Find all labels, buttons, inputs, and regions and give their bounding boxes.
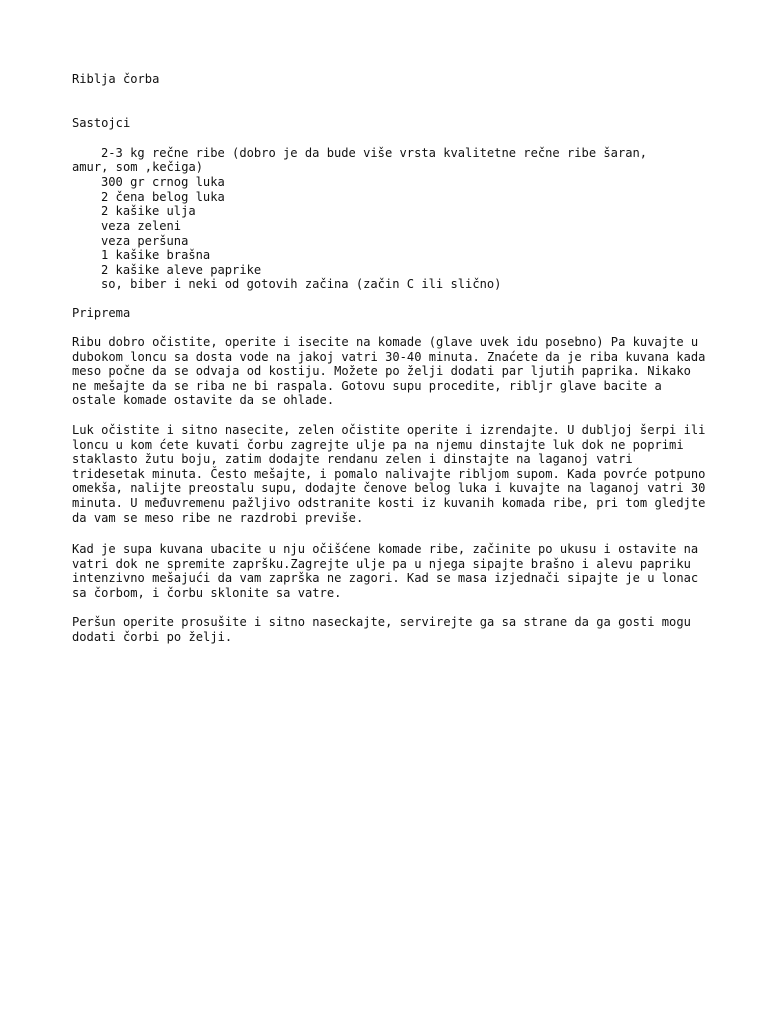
- ingredient-item: 2 čena belog luka: [101, 190, 225, 204]
- ingredient-item: 2 kašike ulja: [101, 204, 196, 218]
- ingredient-item: so, biber i neki od gotovih začina (začin C ili slično): [101, 277, 502, 291]
- ingredients-heading: Sastojci: [72, 116, 131, 130]
- ingredient-item: veza zeleni: [101, 219, 182, 233]
- preparation-paragraph: Kad je supa kuvana ubacite u nju očišćene komade ribe, začinite po ukusu i ostavite na vatri dok ne spremite zapršku.Zagrejte ulje pa u njega sipajte brašno i alevu papriku intenzivno mešajući da vam zaprška ne zagori. Kad se masa izjednači sipajte je u lonac sa čorbom, i čorbu sklonite sa vatre.: [72, 542, 699, 600]
- document-title: Riblja čorba: [72, 72, 160, 86]
- ingredient-item: veza peršuna: [101, 234, 189, 248]
- preparation-paragraph: Peršun operite prosušite i sitno naseckajte, servirejte ga sa strane da ga gosti mogu dodati čorbi po želji.: [72, 615, 691, 644]
- ingredient-item: 1 kašike brašna: [101, 248, 211, 262]
- ingredient-item: 2 kašike aleve paprike: [101, 263, 262, 277]
- ingredient-item: 300 gr crnog luka: [101, 175, 225, 189]
- ingredient-item-continuation: amur, som ,kečiga): [72, 160, 204, 174]
- preparation-paragraph: Luk očistite i sitno nasecite, zelen očistite operite i izrendajte. U dubljoj šerpi ili loncu u kom ćete kuvati čorbu zagrejte ulje pa na njemu dinstajte luk dok ne poprimi staklasto žutu boju, zatim dodajte rendanu zelen i dinstajte na laganoj vatri tridesetak minuta. Često mešajte, i pomalo nalivajte ribljom supom. Kada povrće potpuno omekša, nalijte preostalu supu, dodajte čenove belog luka i kuvajte na laganoj vatri 30 minuta. U međuvremenu pažljivo odstranite kosti iz kuvanih komada ribe, pri tom gledjte da vam se meso ribe ne razdrobi previše.: [72, 423, 706, 525]
- preparation-paragraph: Ribu dobro očistite, operite i isecite na komade (glave uvek idu posebno) Pa kuvajte u dubokom loncu sa dosta vode na jakoj vatri 30-40 minuta. Znaćete da je riba kuvana kada meso počne da se odvaja od kostiju. Možete po želji dodati par ljutih paprika. Nikako ne mešajte da se riba ne bi raspala. Gotovu supu procedite, ribljr glave bacite a ostale komade ostavite da se ohlade.: [72, 335, 706, 408]
- ingredient-item: 2-3 kg rečne ribe (dobro je da bude više vrsta kvalitetne rečne ribe šaran,: [101, 146, 648, 160]
- preparation-heading: Priprema: [72, 306, 131, 320]
